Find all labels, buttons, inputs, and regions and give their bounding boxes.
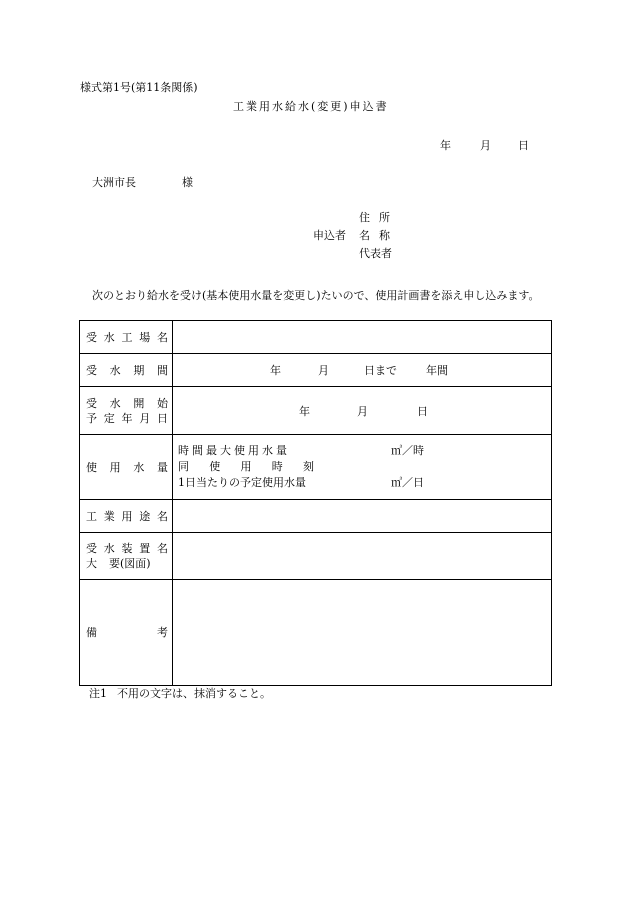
- field-equipment[interactable]: [173, 533, 552, 580]
- period-month-unit: 月: [318, 364, 329, 377]
- applicant-name-label: 名称: [359, 229, 399, 242]
- period-until-unit: 日まで: [364, 364, 397, 377]
- period-years-unit: 年間: [426, 364, 448, 377]
- label-equipment: 受 水 装 置 名 大 要(図面): [86, 542, 168, 570]
- applicant-address-row: [313, 212, 399, 230]
- usage-hourly-unit: ㎥／時: [391, 444, 424, 457]
- addressee: [92, 177, 193, 188]
- document-title: 工業用水給水(変更)申込書: [233, 100, 389, 113]
- label-industrial-use: 工 業 用 途 名: [86, 509, 168, 523]
- field-supply-period[interactable]: [173, 354, 552, 387]
- label-factory-name: 受 水 工 場 名: [86, 330, 168, 344]
- field-factory-name[interactable]: [173, 321, 552, 354]
- field-water-usage[interactable]: [173, 435, 552, 500]
- usage-daily-unit: ㎥／日: [391, 476, 424, 489]
- applicant-rep-label: 代表者: [359, 247, 392, 260]
- addressee-name: 大洲市長: [92, 176, 136, 189]
- applicant-address-label: 住所: [359, 211, 399, 224]
- footnote: [89, 688, 271, 699]
- footnote-number: 注1: [89, 687, 107, 700]
- table-row-factory-name: [80, 321, 552, 354]
- start-month-unit: 月: [357, 404, 368, 418]
- field-remarks[interactable]: [173, 580, 552, 686]
- table-row-supply-period: [80, 354, 552, 387]
- applicant-rep-row: [313, 248, 399, 266]
- field-industrial-use[interactable]: [173, 500, 552, 533]
- label-start-date: 受 水 開 始 予 定 年 月 日: [86, 396, 168, 425]
- table-row-start-date: [80, 387, 552, 435]
- start-day-unit: 日: [417, 404, 428, 418]
- usage-max-hourly-label: 時間最大使用水量: [178, 444, 290, 457]
- applicant-block: [313, 212, 399, 266]
- field-start-date[interactable]: [173, 387, 552, 435]
- application-form-table: [79, 320, 552, 686]
- applicant-name-row: [313, 230, 399, 248]
- footnote-text: 不用の文字は、抹消すること。: [117, 687, 271, 700]
- table-row-remarks: [80, 580, 552, 686]
- intro-text: 次のとおり給水を受け(基本使用水量を変更し)たいので、使用計画書を添え申し込みます。: [92, 289, 540, 302]
- usage-daily-label: 1日当たりの予定使用水量: [178, 476, 306, 489]
- addressee-suffix: 様: [182, 176, 193, 189]
- usage-time-label: 同 使 用 時 刻: [178, 460, 314, 473]
- start-year-unit: 年: [299, 404, 310, 418]
- date-day-label: 日: [518, 139, 529, 152]
- table-row-industrial-use: [80, 500, 552, 533]
- table-row-water-usage: [80, 435, 552, 500]
- label-remarks: 備 考: [86, 626, 168, 639]
- label-water-usage: 使 用 水 量: [86, 460, 168, 474]
- form-code: 様式第1号(第11条関係): [80, 81, 198, 94]
- table-row-equipment: [80, 533, 552, 580]
- label-supply-period: 受 水 期 間: [86, 363, 168, 377]
- applicant-lead: 申込者: [313, 229, 346, 242]
- date-line: [440, 140, 529, 151]
- date-month-label: 月: [480, 139, 491, 152]
- period-year-unit: 年: [270, 364, 281, 377]
- date-year-label: 年: [440, 139, 451, 152]
